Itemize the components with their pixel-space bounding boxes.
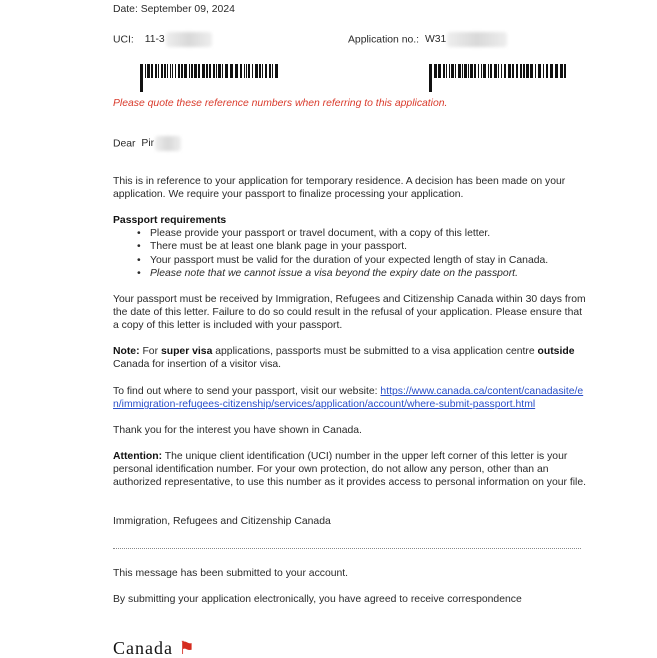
barcode-bar bbox=[512, 64, 514, 78]
barcode-bar bbox=[189, 64, 190, 78]
barcode-bar bbox=[184, 64, 187, 78]
agreement-message: By submitting your application electronically, you have agreed to receive correspondence bbox=[113, 594, 522, 605]
application-redaction bbox=[447, 32, 507, 47]
barcode-bar bbox=[259, 64, 261, 78]
barcode-bar bbox=[202, 64, 205, 78]
barcode-bar bbox=[240, 64, 242, 78]
barcode-bar bbox=[523, 64, 525, 78]
barcode-bar bbox=[504, 64, 506, 78]
barcode-bar bbox=[555, 64, 558, 78]
barcode-bar bbox=[244, 64, 245, 78]
barcode-bar bbox=[443, 64, 445, 78]
thanks-paragraph: Thank you for the interest you have shown in Canada. bbox=[113, 425, 362, 436]
attention-paragraph: Attention: The unique client identification (UCI) number in the upper left corner of this letter is your personal identification number. For your own protection, do not allow any person, other than an authorized representative, to use this number as it provides access to personal information on your file. bbox=[113, 451, 587, 489]
passport-submission-link[interactable]: https://www.canada.ca/content/canadasite/en/immigration-refugees-citizenship/services/application/account/where-submit-passport.html bbox=[113, 386, 584, 411]
barcode-bar bbox=[498, 64, 499, 78]
barcode-bar bbox=[429, 64, 432, 78]
barcode-bar bbox=[530, 64, 533, 78]
receipt-paragraph: Your passport must be received by Immigration, Refugees and Citizenship Canada within 30 days from the date of this letter. Failure to do so could result in the refusal of your application. Please ensure that a copy of this letter is included with your passport. bbox=[113, 294, 586, 332]
greeting bbox=[113, 136, 181, 151]
barcode-bar bbox=[140, 64, 143, 78]
barcode-bar bbox=[230, 64, 233, 78]
name-redaction bbox=[155, 136, 181, 151]
barcode-bar bbox=[209, 64, 211, 78]
barcode-bar bbox=[252, 64, 253, 78]
barcode-bar bbox=[222, 64, 223, 78]
barcode-bar bbox=[429, 78, 432, 92]
barcode-bar bbox=[194, 64, 197, 78]
barcode-bar bbox=[481, 64, 482, 78]
reference-notice: Please quote these reference numbers when referring to this application. bbox=[113, 98, 448, 109]
barcode-bar bbox=[175, 64, 176, 78]
barcode-bar bbox=[560, 64, 563, 78]
barcode-bar bbox=[145, 64, 146, 78]
uci-value: 11-3 bbox=[144, 34, 165, 46]
barcode-bar bbox=[526, 64, 529, 78]
barcode-bar bbox=[275, 64, 278, 78]
barcode-bar bbox=[198, 64, 200, 78]
barcode-bar bbox=[478, 64, 479, 78]
barcode-bar bbox=[470, 64, 473, 78]
barcode-bar bbox=[246, 64, 247, 78]
barcode-bar bbox=[269, 64, 271, 78]
barcode-bar bbox=[172, 64, 173, 78]
passport-requirements bbox=[113, 214, 587, 280]
note-label: Note: bbox=[113, 346, 140, 357]
barcode-bar bbox=[474, 64, 476, 78]
greeting-salutation: Dear bbox=[113, 138, 136, 150]
uci-field bbox=[113, 32, 212, 47]
requirement-item: • There must be at least one blank page in your passport. bbox=[137, 240, 587, 253]
requirement-item: • Please note that we cannot issue a visa beyond the expiry date on the passport. bbox=[137, 267, 587, 280]
signature: Immigration, Refugees and Citizenship Canada bbox=[113, 516, 331, 527]
barcode-bar bbox=[255, 64, 258, 78]
barcode-bar bbox=[464, 64, 467, 78]
barcode-bar bbox=[434, 64, 437, 78]
note-paragraph: Note: For super visa applications, passports must be submitted to a visa application centre outside Canada for insertion of a visitor visa. bbox=[113, 346, 575, 371]
barcode-bar bbox=[206, 64, 208, 78]
application-number-field bbox=[348, 32, 507, 47]
barcode-bar bbox=[272, 64, 273, 78]
barcode-bar bbox=[490, 64, 492, 78]
application-value: W31 bbox=[424, 34, 447, 46]
uci-barcode bbox=[140, 64, 282, 78]
barcode-bar bbox=[538, 64, 541, 78]
barcode-bar bbox=[161, 64, 163, 78]
greeting-name: Pir bbox=[141, 138, 155, 150]
maple-flag-icon: ⚑ bbox=[172, 638, 196, 658]
barcode-bar bbox=[225, 64, 228, 78]
barcode-bar bbox=[543, 64, 544, 78]
find-out-paragraph: To find out where to send your passport, visit our website: https://www.canada.ca/content/canadasite/en/immigration-refugees-citizenship/services/application/account/where-submit-passport.html bbox=[113, 386, 584, 411]
barcode-bar bbox=[516, 64, 518, 78]
barcode-bar bbox=[178, 64, 180, 78]
passport-heading: Passport requirements bbox=[113, 215, 227, 226]
barcode-bar bbox=[488, 64, 489, 78]
barcode-bar bbox=[147, 64, 150, 78]
barcode-bar bbox=[483, 64, 486, 78]
barcode-bar bbox=[451, 64, 454, 78]
intro-paragraph: This is in reference to your application for temporary residence. A decision has been made on your application. We require your passport to finalize processing your application. bbox=[113, 176, 566, 201]
barcode-bar bbox=[167, 64, 168, 78]
submitted-message: This message has been submitted to your account. bbox=[113, 568, 349, 579]
barcode-bar bbox=[458, 64, 461, 78]
barcode-bar bbox=[455, 64, 456, 78]
barcode-bar bbox=[155, 64, 157, 78]
barcode-bar bbox=[140, 78, 143, 92]
barcode-bar bbox=[218, 64, 221, 78]
barcode-bar bbox=[248, 64, 250, 78]
barcode-bar bbox=[191, 64, 193, 78]
application-barcode bbox=[429, 64, 571, 78]
barcode-bar bbox=[262, 64, 263, 78]
canada-wordmark-logo bbox=[113, 638, 196, 658]
barcode-bar bbox=[265, 64, 267, 78]
barcode-bar bbox=[494, 64, 497, 78]
barcode-bar bbox=[446, 64, 447, 78]
barcode-bar bbox=[170, 64, 171, 78]
barcode-bar bbox=[151, 64, 153, 78]
uci-redaction bbox=[166, 32, 212, 47]
barcode-bar bbox=[164, 64, 166, 78]
barcode-bar bbox=[468, 64, 469, 78]
barcode-bar bbox=[216, 64, 217, 78]
barcode-bar bbox=[535, 64, 536, 78]
wordmark-text: Canada bbox=[113, 638, 173, 658]
barcode-bar bbox=[213, 64, 215, 78]
uci-label: UCI: bbox=[113, 34, 134, 46]
attention-label: Attention: bbox=[113, 451, 163, 462]
barcode-bar bbox=[508, 64, 511, 78]
barcode-bar bbox=[181, 64, 183, 78]
requirement-item: • Please provide your passport or travel document, with a copy of this letter. bbox=[137, 227, 587, 240]
barcode-bar bbox=[501, 64, 502, 78]
barcode-bar bbox=[520, 64, 522, 78]
barcode-bar bbox=[462, 64, 463, 78]
barcode-bar bbox=[449, 64, 450, 78]
letter-date: Date: September 09, 2024 bbox=[113, 4, 235, 15]
barcode-bar bbox=[546, 64, 548, 78]
barcode-bar bbox=[550, 64, 553, 78]
requirement-item: • Your passport must be valid for the duration of your expected length of stay in Canada. bbox=[137, 254, 587, 267]
barcode-bar bbox=[235, 64, 238, 78]
barcode-bar bbox=[564, 64, 566, 78]
barcode-bar bbox=[158, 64, 159, 78]
application-label: Application no.: bbox=[348, 34, 420, 46]
barcode-bar bbox=[438, 64, 441, 78]
divider bbox=[113, 548, 581, 549]
